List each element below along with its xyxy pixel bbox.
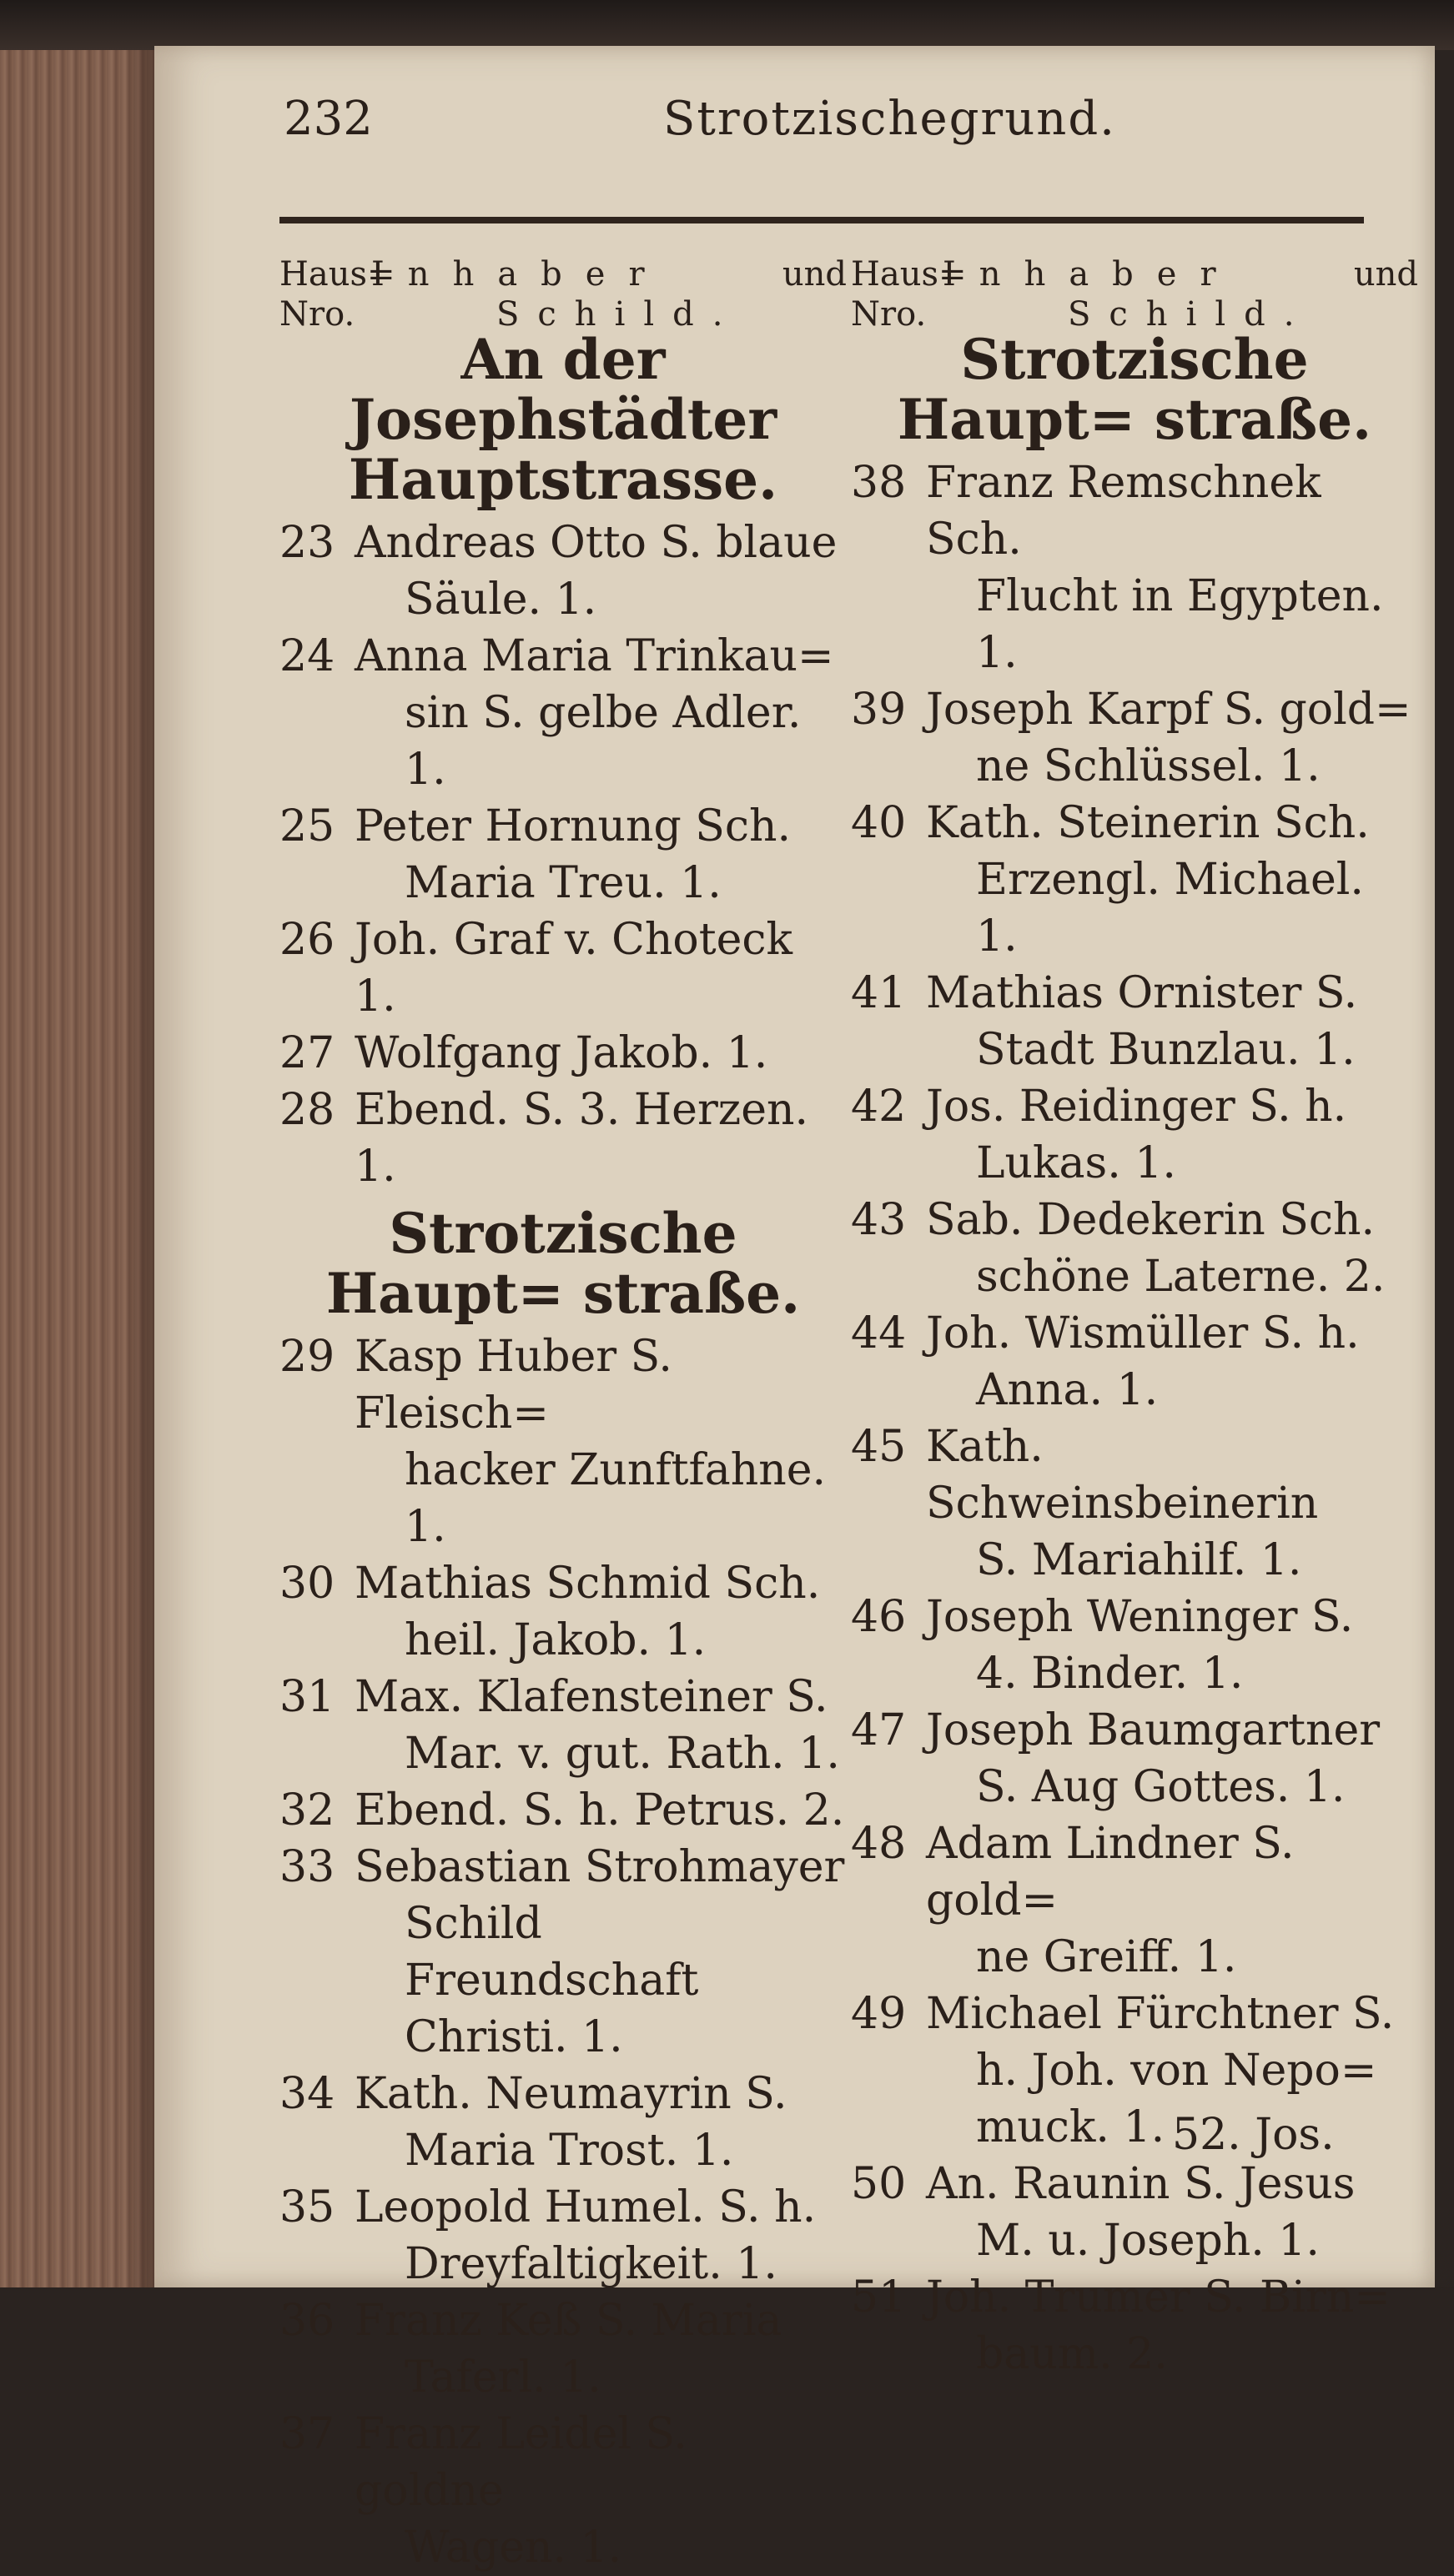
page-number: 232: [284, 92, 373, 146]
house-entry: [279, 2179, 847, 2292]
house-entry: [279, 1555, 847, 1669]
house-number: 38: [851, 458, 907, 508]
entry-line: sin S. gelbe Adler. 1.: [405, 688, 802, 795]
book-page: [154, 46, 1435, 2573]
entry-line: ne Schlüssel. 1.: [976, 741, 1321, 791]
entry-line: Sab. Dedekerin Sch.: [926, 1195, 1376, 1245]
entry-line: Mathias Schmid Sch.: [355, 1559, 821, 1609]
entry-line: Leopold Humel. S. h.: [355, 2182, 817, 2232]
entry-line: Joseph Karpf S. gold=: [926, 685, 1411, 735]
house-entry: [279, 2066, 847, 2179]
entry-line: Sebastian Strohmayer: [355, 1842, 845, 1892]
header-nro: Nro.: [851, 295, 927, 334]
entry-line: Ebend. S. 3. Herzen. 1.: [355, 1085, 808, 1192]
header-house: Haus=: [851, 255, 967, 294]
entry-line: 4. Binder. 1.: [976, 1649, 1244, 1699]
house-entry: [279, 1082, 847, 1195]
house-number: 43: [851, 1195, 907, 1245]
house-number: 51: [851, 2272, 907, 2322]
column-header: [279, 229, 847, 334]
section-heading: Strotzische Haupt= straße.: [897, 327, 1372, 452]
header-owner: Inhaber: [371, 255, 668, 294]
house-entry: [279, 628, 847, 798]
house-entry: [279, 515, 847, 628]
entry-line: Ebend. S. h. Petrus. 2.: [355, 1785, 845, 1835]
header-owner: Inhaber: [943, 255, 1240, 294]
entry-line: S. Mariahilf. 1.: [976, 1535, 1302, 1585]
house-entry: [279, 1669, 847, 1782]
entry-line: Stadt Bunzlau. 1.: [976, 1025, 1356, 1075]
house-entry: [279, 2406, 847, 2576]
header-and: und: [1353, 255, 1418, 294]
entry-line: Erzengl. Michael. 1.: [976, 855, 1364, 962]
house-number: 24: [279, 631, 335, 681]
entry-line: Anna. 1.: [976, 1365, 1159, 1415]
house-number: 45: [851, 1422, 907, 1472]
entry-line: An. Raunin S. Jesus: [926, 2159, 1356, 2209]
entry-line: ne Greiff. 1.: [976, 1932, 1237, 1982]
house-entry: [851, 2269, 1418, 2383]
house-number: 42: [851, 1082, 907, 1132]
entry-line: S. Aug Gottes. 1.: [976, 1762, 1346, 1812]
header-rule: [279, 217, 1364, 223]
house-number: 37: [279, 2409, 335, 2459]
house-entry: [279, 1328, 847, 1555]
house-entry: [279, 798, 847, 911]
house-number: 49: [851, 1989, 907, 2039]
entry-line: Franz Keß S. Maria: [355, 2296, 782, 2346]
running-title: Strotzischegrund.: [663, 92, 1116, 146]
house-number: 34: [279, 2069, 335, 2119]
entry-line: Joseph Baumgartner: [926, 1705, 1381, 1755]
header-and: und: [782, 255, 847, 294]
entry-line: Franz Remschnek Sch.: [926, 458, 1321, 565]
header-house: Haus=: [279, 255, 395, 294]
entry-line: Kath. Steinerin Sch.: [926, 798, 1370, 848]
house-number: 26: [279, 915, 335, 965]
house-number: 29: [279, 1332, 335, 1382]
entry-line: Jos. Reidinger S. h.: [926, 1082, 1347, 1132]
entry-line: schöne Laterne. 2.: [976, 1252, 1386, 1302]
catchword: 52. Jos.: [1172, 2110, 1335, 2160]
entry-line: heil. Jakob. 1.: [405, 1615, 707, 1665]
entry-line: baum. 2.: [976, 2329, 1168, 2379]
house-number: 27: [279, 1028, 335, 1078]
house-number: 35: [279, 2182, 335, 2232]
house-number: 47: [851, 1705, 907, 1755]
book-cover-edge: [0, 0, 1454, 50]
entry-line: h. Joh. von Nepo= muck. 1.: [976, 2046, 1377, 2152]
entry-line: Andreas Otto S. blaue: [355, 518, 838, 568]
entry-line: Joh. Trumer S. Birn=: [926, 2272, 1391, 2322]
house-entry: [851, 795, 1418, 965]
entry-line: Michael Fürchtner S.: [926, 1989, 1395, 2039]
house-entry: [851, 1589, 1418, 1702]
entry-line: Peter Hornung Sch.: [355, 801, 792, 851]
left-column: [279, 229, 847, 2576]
house-number: 48: [851, 1819, 907, 1869]
house-entry: [851, 2156, 1418, 2269]
house-entry: [851, 1305, 1418, 1419]
house-entry: [851, 1078, 1418, 1192]
entry-line: Dreyfaltigkeit. 1.: [405, 2239, 777, 2289]
section-heading: Strotzische Haupt= straße.: [325, 1201, 801, 1326]
entry-line: M. u. Joseph. 1.: [976, 2216, 1320, 2266]
house-entry: [279, 1839, 847, 2066]
entry-line: Joh. Graf v. Choteck 1.: [355, 915, 793, 1022]
house-number: 33: [279, 1842, 335, 1892]
entry-line: Kath. Neumayrin S.: [355, 2069, 787, 2119]
header-sign: Schild.: [496, 295, 742, 334]
entry-line: Max. Klafensteiner S.: [355, 1672, 828, 1722]
entry-line: Schild Freundschaft Christi. 1.: [405, 1899, 699, 2062]
column-header: [851, 229, 1418, 334]
right-column: [851, 229, 1418, 2383]
entry-line: Säule. 1.: [405, 575, 597, 625]
house-number: 31: [279, 1672, 335, 1722]
house-number: 50: [851, 2159, 907, 2209]
house-entry: [851, 1702, 1418, 1815]
entry-line: Mathias Ornister S.: [926, 968, 1358, 1018]
house-number: 32: [279, 1785, 335, 1835]
house-entry: [279, 1782, 847, 1839]
entry-line: Wolfgang Jakob. 1.: [355, 1028, 768, 1078]
house-number: 36: [279, 2296, 335, 2346]
house-entry: [851, 965, 1418, 1078]
house-number: 28: [279, 1085, 335, 1135]
house-entry: [851, 1419, 1418, 1589]
house-entry: [851, 681, 1418, 795]
house-number: 23: [279, 518, 335, 568]
entry-line: Joseph Weninger S.: [926, 1592, 1354, 1642]
entry-line: Franz Leidel S. goldne: [355, 2409, 687, 2516]
house-number: 39: [851, 685, 907, 735]
entry-line: Flucht in Egypten. 1.: [976, 571, 1384, 678]
entry-line: Taferl. 1.: [405, 2353, 601, 2403]
entry-line: Anna Maria Trinkau=: [355, 631, 834, 681]
entry-line: Wagen. 1.: [405, 2523, 622, 2573]
house-number: 46: [851, 1592, 907, 1642]
house-entry: [851, 1815, 1418, 1986]
house-number: 40: [851, 798, 907, 848]
house-entry: [851, 1192, 1418, 1305]
house-entry: [279, 2292, 847, 2406]
entry-line: Mar. v. gut. Rath. 1.: [405, 1729, 840, 1779]
house-number: 44: [851, 1308, 907, 1358]
entry-line: Kasp Huber S. Fleisch=: [355, 1332, 672, 1439]
house-entry: [851, 454, 1418, 681]
house-number: 41: [851, 968, 907, 1018]
house-entry: [279, 911, 847, 1025]
entry-line: Maria Treu. 1.: [405, 858, 722, 908]
header-nro: Nro.: [279, 295, 355, 334]
house-number: 30: [279, 1559, 335, 1609]
header-sign: Schild.: [1068, 295, 1313, 334]
house-number: 25: [279, 801, 335, 851]
entry-line: Joh. Wismüller S. h.: [926, 1308, 1360, 1358]
gutter-shadow: [125, 50, 158, 2287]
section-heading: An der Josephstädter Hauptstrasse.: [348, 327, 778, 512]
entry-line: Kath. Schweinsbeinerin: [926, 1422, 1319, 1529]
entry-line: Adam Lindner S. gold=: [926, 1819, 1295, 1926]
entry-line: Maria Trost. 1.: [405, 2126, 734, 2176]
entry-line: Lukas. 1.: [976, 1138, 1176, 1188]
entry-line: hacker Zunftfahne. 1.: [405, 1445, 827, 1552]
house-entry: [279, 1025, 847, 1082]
